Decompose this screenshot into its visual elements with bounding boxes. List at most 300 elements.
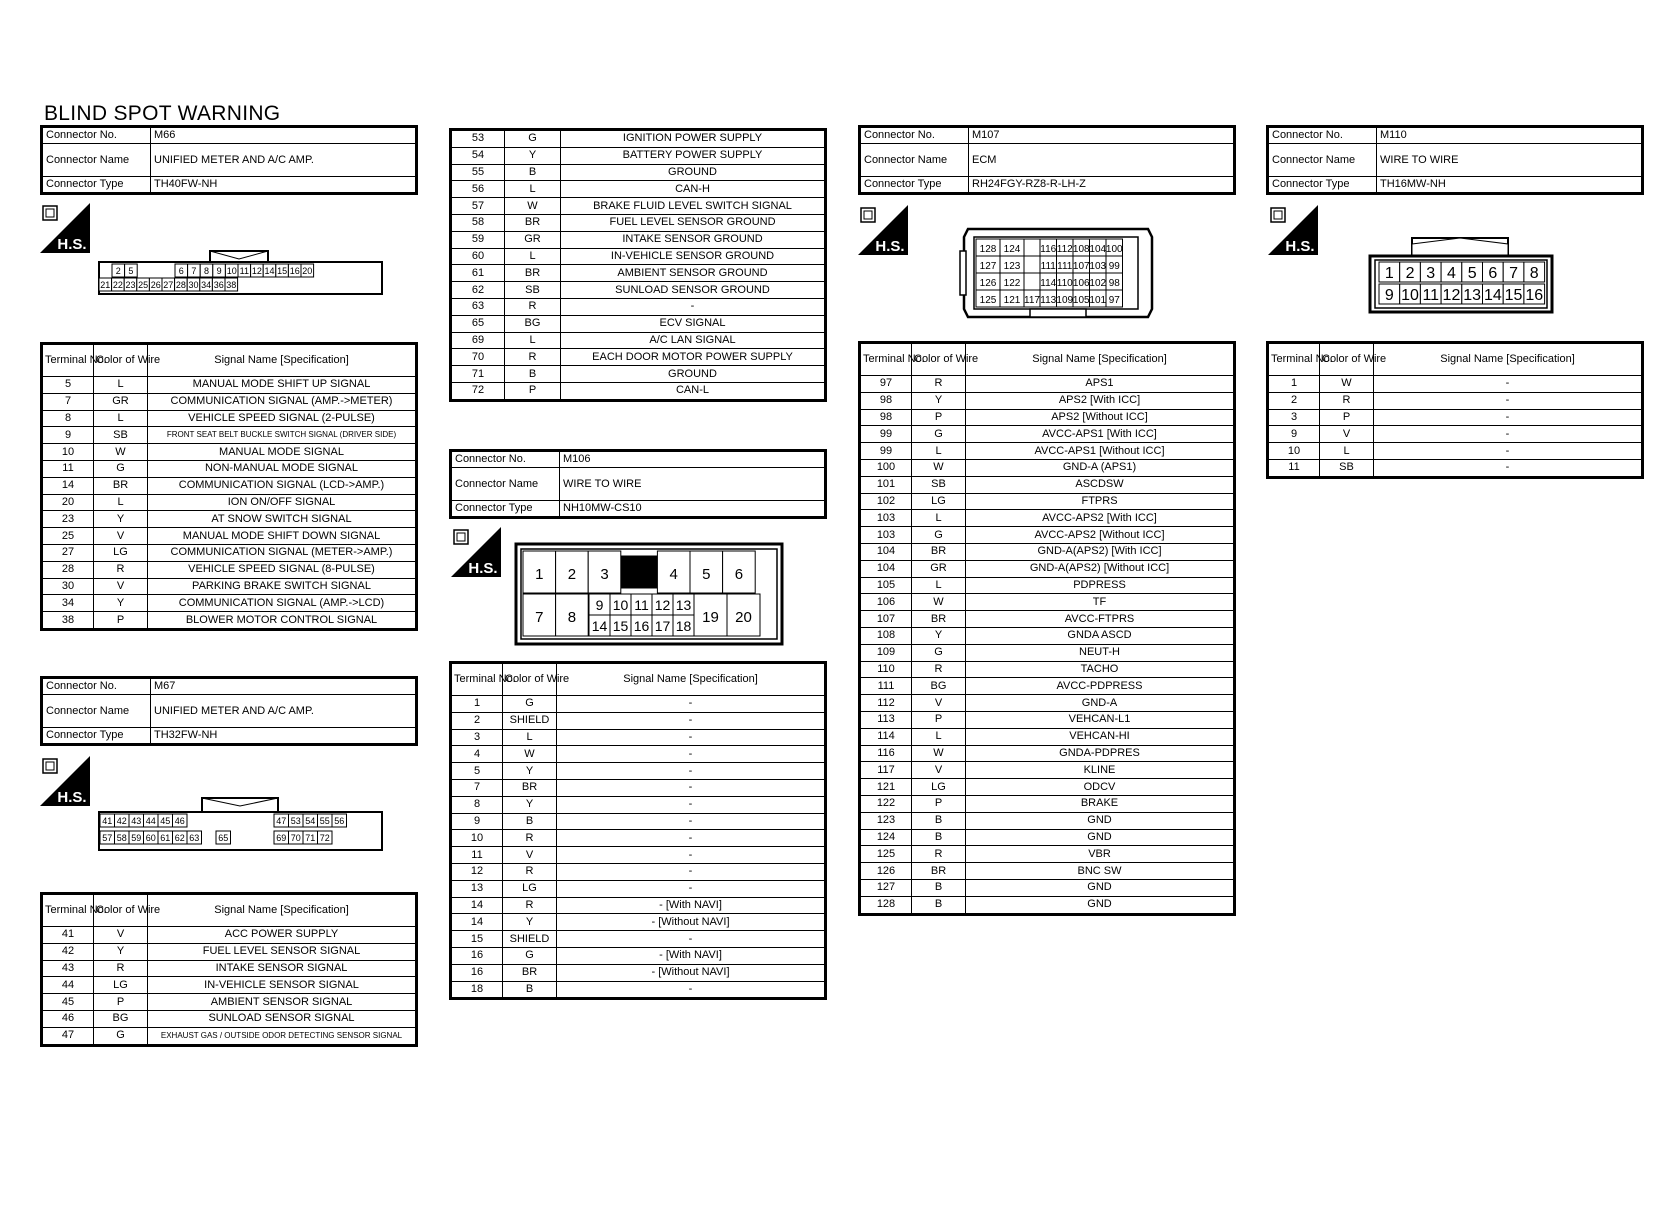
terminal-number: 113 — [860, 711, 912, 728]
pin-row-1 — [1379, 262, 1545, 282]
wire-color: SHIELD — [503, 931, 557, 948]
terminal-number: 126 — [860, 863, 912, 880]
pin-number: 62 — [174, 833, 185, 843]
pin-number: 58 — [116, 833, 127, 843]
signal-name: GNDA-PDPRES — [966, 745, 1235, 762]
wire-color: SB — [1320, 459, 1374, 477]
pin-row-2 — [99, 278, 238, 291]
wire-color: L — [503, 729, 557, 746]
wire-color: G — [505, 130, 561, 148]
wire-color: R — [912, 846, 966, 863]
wire-color: Y — [94, 943, 148, 960]
m107-info — [858, 125, 1236, 195]
hs-icon — [451, 527, 501, 577]
pin-number: 12 — [251, 266, 262, 276]
value: UNIFIED METER AND A/C AMP. — [151, 695, 417, 728]
signal-name: - — [557, 746, 826, 763]
wire-color: W — [912, 594, 966, 611]
pin-number: 109 — [1056, 295, 1074, 306]
pin-number: 116 — [1040, 244, 1057, 255]
m67-continued-table — [449, 128, 827, 402]
wire-color: P — [94, 994, 148, 1011]
pin-number: 98 — [1108, 278, 1120, 289]
table-row — [42, 943, 417, 960]
m110-signal-table — [1266, 341, 1644, 479]
table-row — [860, 812, 1235, 829]
header-terminal: Terminal No. — [451, 663, 503, 696]
label: Connector No. — [860, 127, 969, 144]
hs-label: H.S. — [57, 236, 87, 253]
wire-color: L — [912, 728, 966, 745]
terminal-number: 109 — [860, 644, 912, 661]
signal-name: - [With NAVI] — [557, 897, 826, 914]
signal-name: - [With NAVI] — [557, 947, 826, 964]
value: UNIFIED METER AND A/C AMP. — [151, 144, 417, 177]
table-row — [451, 147, 826, 164]
signal-name: CAN-H — [561, 181, 826, 198]
signal-name: GND-A(APS2) [With ICC] — [966, 543, 1235, 560]
table-row — [42, 494, 417, 511]
terminal-number: 58 — [451, 214, 505, 231]
wire-color: L — [505, 181, 561, 198]
table-row — [42, 377, 417, 394]
terminal-number: 9 — [1268, 426, 1320, 443]
label: Connector No. — [1268, 127, 1377, 144]
signal-name: EXHAUST GAS / OUTSIDE ODOR DETECTING SENSOR SIGNAL — [148, 1027, 417, 1045]
terminal-number: 15 — [451, 931, 503, 948]
hs-label: H.S. — [875, 238, 905, 255]
pin-row-2 — [100, 831, 332, 844]
terminal-number: 41 — [42, 927, 94, 944]
pin-number: 43 — [131, 816, 142, 826]
label: Connector Name — [451, 468, 560, 501]
terminal-number: 4 — [451, 746, 503, 763]
pin-number: 8 — [1529, 265, 1539, 282]
table-row — [451, 931, 826, 948]
hs-icon — [858, 205, 908, 255]
pin-number: 124 — [1003, 244, 1021, 255]
terminal-number: 56 — [451, 181, 505, 198]
table-row — [451, 964, 826, 981]
pin-number: 15 — [612, 618, 629, 634]
m107-pins — [976, 239, 1123, 307]
table-row — [451, 231, 826, 248]
wire-color: LG — [912, 779, 966, 796]
table-row — [451, 763, 826, 780]
pin-number: 13 — [1463, 287, 1482, 304]
signal-name: VEHCAN-L1 — [966, 711, 1235, 728]
label: Connector Name — [42, 695, 151, 728]
pin-number: 104 — [1089, 244, 1107, 255]
pin-number: 69 — [276, 833, 287, 843]
terminal-number: 60 — [451, 248, 505, 265]
pin-number: 128 — [979, 244, 997, 255]
terminal-number: 16 — [451, 964, 503, 981]
table-row — [860, 527, 1235, 544]
wire-color: Y — [912, 627, 966, 644]
pin-number: 7 — [191, 266, 197, 276]
signal-name: APS2 [With ICC] — [966, 392, 1235, 409]
terminal-number: 70 — [451, 349, 505, 366]
terminal-number: 25 — [42, 528, 94, 545]
label: Connector No. — [451, 451, 560, 468]
m106-connector-face — [514, 542, 784, 646]
table-row — [451, 746, 826, 763]
signal-name: PDPRESS — [966, 577, 1235, 594]
table-row — [451, 248, 826, 265]
pin-number: 6 — [1488, 265, 1498, 282]
signal-name: AVCC-PDPRESS — [966, 678, 1235, 695]
signal-name: GND — [966, 879, 1235, 896]
signal-name: GND-A (APS1) — [966, 459, 1235, 476]
pin-number: 6 — [178, 266, 184, 276]
pin-number: 61 — [160, 833, 171, 843]
table-row — [451, 813, 826, 830]
terminal-number: 12 — [451, 863, 503, 880]
terminal-number: 55 — [451, 164, 505, 181]
terminal-number: 13 — [451, 880, 503, 897]
pin-number: 12 — [654, 597, 671, 613]
table-row — [451, 880, 826, 897]
table-row — [860, 543, 1235, 560]
wire-color: Y — [94, 511, 148, 528]
label: Connector Type — [1268, 177, 1377, 194]
pin-number: 4 — [1446, 265, 1456, 282]
table-row — [860, 762, 1235, 779]
pin-number: 11 — [1422, 287, 1440, 304]
wire-color: V — [503, 847, 557, 864]
table-row — [860, 829, 1235, 846]
signal-name: - — [1374, 443, 1643, 460]
header-color: Color of Wire — [912, 343, 966, 376]
terminal-number: 111 — [860, 678, 912, 695]
table-row — [451, 265, 826, 282]
table-row — [42, 528, 417, 545]
pin-number: 5 — [128, 266, 134, 276]
wire-color: R — [1320, 392, 1374, 409]
wire-color: LG — [94, 977, 148, 994]
wire-color: B — [505, 366, 561, 383]
table-row — [42, 561, 417, 578]
signal-name: INTAKE SENSOR SIGNAL — [148, 960, 417, 977]
value: RH24FGY-RZ8-R-LH-Z — [969, 177, 1235, 194]
signal-name: - [Without NAVI] — [557, 914, 826, 931]
terminal-number: 10 — [42, 444, 94, 461]
pin-number: 57 — [102, 833, 113, 843]
wire-color: L — [505, 248, 561, 265]
value: M107 — [969, 127, 1235, 144]
terminal-number: 54 — [451, 147, 505, 164]
pin-number: 107 — [1072, 261, 1090, 272]
wire-color: V — [94, 528, 148, 545]
signal-name: GND-A(APS2) [Without ICC] — [966, 560, 1235, 577]
terminal-number: 123 — [860, 812, 912, 829]
signal-name: GND — [966, 829, 1235, 846]
wire-color: GR — [912, 560, 966, 577]
pin-number: 16 — [289, 266, 300, 276]
terminal-number: 18 — [451, 981, 503, 999]
wire-color: BR — [912, 863, 966, 880]
signal-name: - — [557, 696, 826, 713]
label: Connector Type — [42, 177, 151, 194]
terminal-number: 57 — [451, 198, 505, 215]
pin-number: 18 — [675, 618, 692, 634]
wire-color: P — [912, 795, 966, 812]
wire-color: P — [94, 612, 148, 630]
value: M110 — [1377, 127, 1643, 144]
terminal-number: 65 — [451, 315, 505, 332]
signal-name: CAN-L — [561, 382, 826, 400]
table-row — [451, 796, 826, 813]
pin-number: 113 — [1040, 295, 1057, 306]
pin-number: 65 — [218, 833, 229, 843]
wire-color: BR — [912, 611, 966, 628]
pin-number: 111 — [1057, 261, 1073, 272]
wire-color: GR — [505, 231, 561, 248]
signal-name: VEHICLE SPEED SIGNAL (8-PULSE) — [148, 561, 417, 578]
m107-connector-face — [960, 223, 1156, 323]
terminal-number: 1 — [451, 696, 503, 713]
page-title: BLIND SPOT WARNING — [44, 102, 281, 125]
table-row — [860, 678, 1235, 695]
hs-icon — [40, 203, 90, 253]
signal-name: FUEL LEVEL SENSOR SIGNAL — [148, 943, 417, 960]
signal-name: ODCV — [966, 779, 1235, 796]
m67-connector-face — [98, 790, 383, 852]
terminal-number: 106 — [860, 594, 912, 611]
m66-info — [40, 125, 418, 195]
terminal-number: 2 — [451, 712, 503, 729]
terminal-number: 72 — [451, 382, 505, 400]
table-row — [860, 409, 1235, 426]
table-row — [860, 644, 1235, 661]
signal-name: MANUAL MODE SIGNAL — [148, 444, 417, 461]
signal-name: GROUND — [561, 366, 826, 383]
signal-name: IN-VEHICLE SENSOR SIGNAL — [148, 977, 417, 994]
table-row — [42, 544, 417, 561]
wire-color: V — [912, 695, 966, 712]
header-color: Color of Wire — [94, 894, 148, 927]
value: TH16MW-NH — [1377, 177, 1643, 194]
label: Connector No. — [42, 127, 151, 144]
pin-number: 71 — [305, 833, 316, 843]
table-row — [451, 863, 826, 880]
table-row — [860, 795, 1235, 812]
wire-color: SB — [94, 427, 148, 444]
terminal-number: 71 — [451, 366, 505, 383]
table-row — [860, 661, 1235, 678]
wire-color: SB — [505, 282, 561, 299]
table-row — [860, 510, 1235, 527]
pin-number: 56 — [334, 816, 345, 826]
terminal-number: 125 — [860, 846, 912, 863]
pin-number: 19 — [702, 609, 719, 626]
pin-number: 117 — [1024, 295, 1040, 306]
terminal-number: 110 — [860, 661, 912, 678]
signal-name: TACHO — [966, 661, 1235, 678]
pin-number: 9 — [1384, 287, 1394, 304]
pin-number: 111 — [1040, 261, 1056, 272]
pin-number: 106 — [1072, 278, 1090, 289]
table-row — [42, 578, 417, 595]
pin-number: 12 — [1442, 287, 1461, 304]
wire-color: G — [94, 1027, 148, 1045]
signal-name: - — [1374, 426, 1643, 443]
wire-color: G — [912, 644, 966, 661]
signal-name: TF — [966, 594, 1235, 611]
pin-number: 6 — [734, 566, 744, 583]
label: Connector Type — [42, 728, 151, 745]
pin-number: 3 — [600, 566, 609, 583]
label: Connector Name — [42, 144, 151, 177]
pin-number: 7 — [1509, 265, 1519, 282]
terminal-number: 100 — [860, 459, 912, 476]
terminal-number: 99 — [860, 443, 912, 460]
value: M106 — [560, 451, 826, 468]
m67-signal-table — [40, 892, 418, 1047]
table-row — [42, 994, 417, 1011]
pin-number: 46 — [174, 816, 185, 826]
terminal-number: 103 — [860, 510, 912, 527]
pin-number: 1 — [1384, 265, 1394, 282]
wire-color: P — [505, 382, 561, 400]
signal-name: SUNLOAD SENSOR SIGNAL — [148, 1010, 417, 1027]
terminal-number: 98 — [860, 409, 912, 426]
wire-color: L — [1320, 443, 1374, 460]
value: TH32FW-NH — [151, 728, 417, 745]
signal-name: - — [557, 830, 826, 847]
m67-info — [40, 676, 418, 746]
pin-number: 9 — [216, 266, 222, 276]
wire-color: Y — [505, 147, 561, 164]
signal-name: AVCC-APS1 [Without ICC] — [966, 443, 1235, 460]
terminal-number: 16 — [451, 947, 503, 964]
pin-number: 36 — [213, 280, 224, 290]
table-row — [1268, 426, 1643, 443]
terminal-number: 128 — [860, 896, 912, 914]
pin-number: 11 — [634, 597, 649, 613]
signal-name: GND — [966, 812, 1235, 829]
m106-pins — [523, 551, 760, 636]
header-color: Color of Wire — [503, 663, 557, 696]
signal-name: FTPRS — [966, 493, 1235, 510]
wire-color: R — [912, 661, 966, 678]
signal-name: A/C LAN SIGNAL — [561, 332, 826, 349]
terminal-number: 11 — [451, 847, 503, 864]
signal-name: KLINE — [966, 762, 1235, 779]
wire-color: R — [505, 298, 561, 315]
pin-number: 7 — [535, 609, 544, 626]
pin-number: 97 — [1108, 295, 1120, 306]
pin-number: 23 — [125, 280, 136, 290]
table-row — [451, 914, 826, 931]
pin-row-2 — [1379, 284, 1545, 304]
pin-number: 8 — [567, 609, 577, 626]
terminal-number: 122 — [860, 795, 912, 812]
signal-name: - — [557, 712, 826, 729]
wire-color: BR — [912, 543, 966, 560]
table-row — [860, 728, 1235, 745]
terminal-number: 43 — [42, 960, 94, 977]
wire-color: L — [912, 577, 966, 594]
pin-number: 127 — [979, 261, 997, 272]
table-row — [42, 393, 417, 410]
pin-number: 70 — [290, 833, 301, 843]
pin-number: 20 — [302, 266, 313, 276]
pin-number: 47 — [276, 816, 287, 826]
signal-name: APS1 — [966, 376, 1235, 393]
table-row — [42, 444, 417, 461]
terminal-number: 62 — [451, 282, 505, 299]
terminal-number: 3 — [1268, 409, 1320, 426]
signal-name: FUEL LEVEL SENSOR GROUND — [561, 214, 826, 231]
table-row — [860, 426, 1235, 443]
wire-color: Y — [912, 392, 966, 409]
signal-name: COMMUNICATION SIGNAL (AMP.->METER) — [148, 393, 417, 410]
terminal-number: 11 — [42, 460, 94, 477]
table-row — [860, 594, 1235, 611]
wire-color: Y — [503, 796, 557, 813]
pin-number: 15 — [1504, 287, 1523, 304]
signal-name: COMMUNICATION SIGNAL (METER->AMP.) — [148, 544, 417, 561]
signal-name: VEHICLE SPEED SIGNAL (2-PULSE) — [148, 410, 417, 427]
terminal-number: 8 — [42, 410, 94, 427]
signal-name: - — [1374, 409, 1643, 426]
pin-number: 14 — [264, 266, 275, 276]
signal-name: - — [561, 298, 826, 315]
table-row — [860, 392, 1235, 409]
hs-label: H.S. — [468, 560, 498, 577]
pin-number: 4 — [669, 566, 678, 583]
wire-color: LG — [912, 493, 966, 510]
table-row — [451, 181, 826, 198]
wire-color: BR — [503, 964, 557, 981]
terminal-number: 11 — [1268, 459, 1320, 477]
header-signal: Signal Name [Specification] — [557, 663, 826, 696]
wire-color: LG — [503, 880, 557, 897]
pin-number: 25 — [138, 280, 149, 290]
table-row — [451, 298, 826, 315]
signal-name: COMMUNICATION SIGNAL (AMP.->LCD) — [148, 595, 417, 612]
terminal-number: 14 — [451, 897, 503, 914]
pin-number: 2 — [115, 266, 121, 276]
wire-color: BG — [912, 678, 966, 695]
m110-info — [1266, 125, 1644, 195]
header-signal: Signal Name [Specification] — [1374, 343, 1643, 376]
terminal-number: 14 — [451, 914, 503, 931]
terminal-number: 112 — [860, 695, 912, 712]
signal-name: BRAKE FLUID LEVEL SWITCH SIGNAL — [561, 198, 826, 215]
signal-name: - — [557, 763, 826, 780]
terminal-number: 101 — [860, 476, 912, 493]
table-row — [860, 896, 1235, 914]
wire-color: BR — [94, 477, 148, 494]
pin-number: 44 — [145, 816, 156, 826]
pin-number: 14 — [591, 618, 608, 634]
pin-number: 13 — [675, 597, 692, 613]
signal-name: NEUT-H — [966, 644, 1235, 661]
wire-color: W — [1320, 376, 1374, 393]
wire-color: W — [912, 745, 966, 762]
table-row — [42, 460, 417, 477]
pin-number: 1 — [535, 566, 544, 583]
terminal-number: 28 — [42, 561, 94, 578]
pin-number: 14 — [1483, 287, 1502, 304]
signal-name: NON-MANUAL MODE SIGNAL — [148, 460, 417, 477]
wire-color: V — [94, 578, 148, 595]
hs-symbol — [1268, 205, 1318, 255]
table-row — [42, 511, 417, 528]
